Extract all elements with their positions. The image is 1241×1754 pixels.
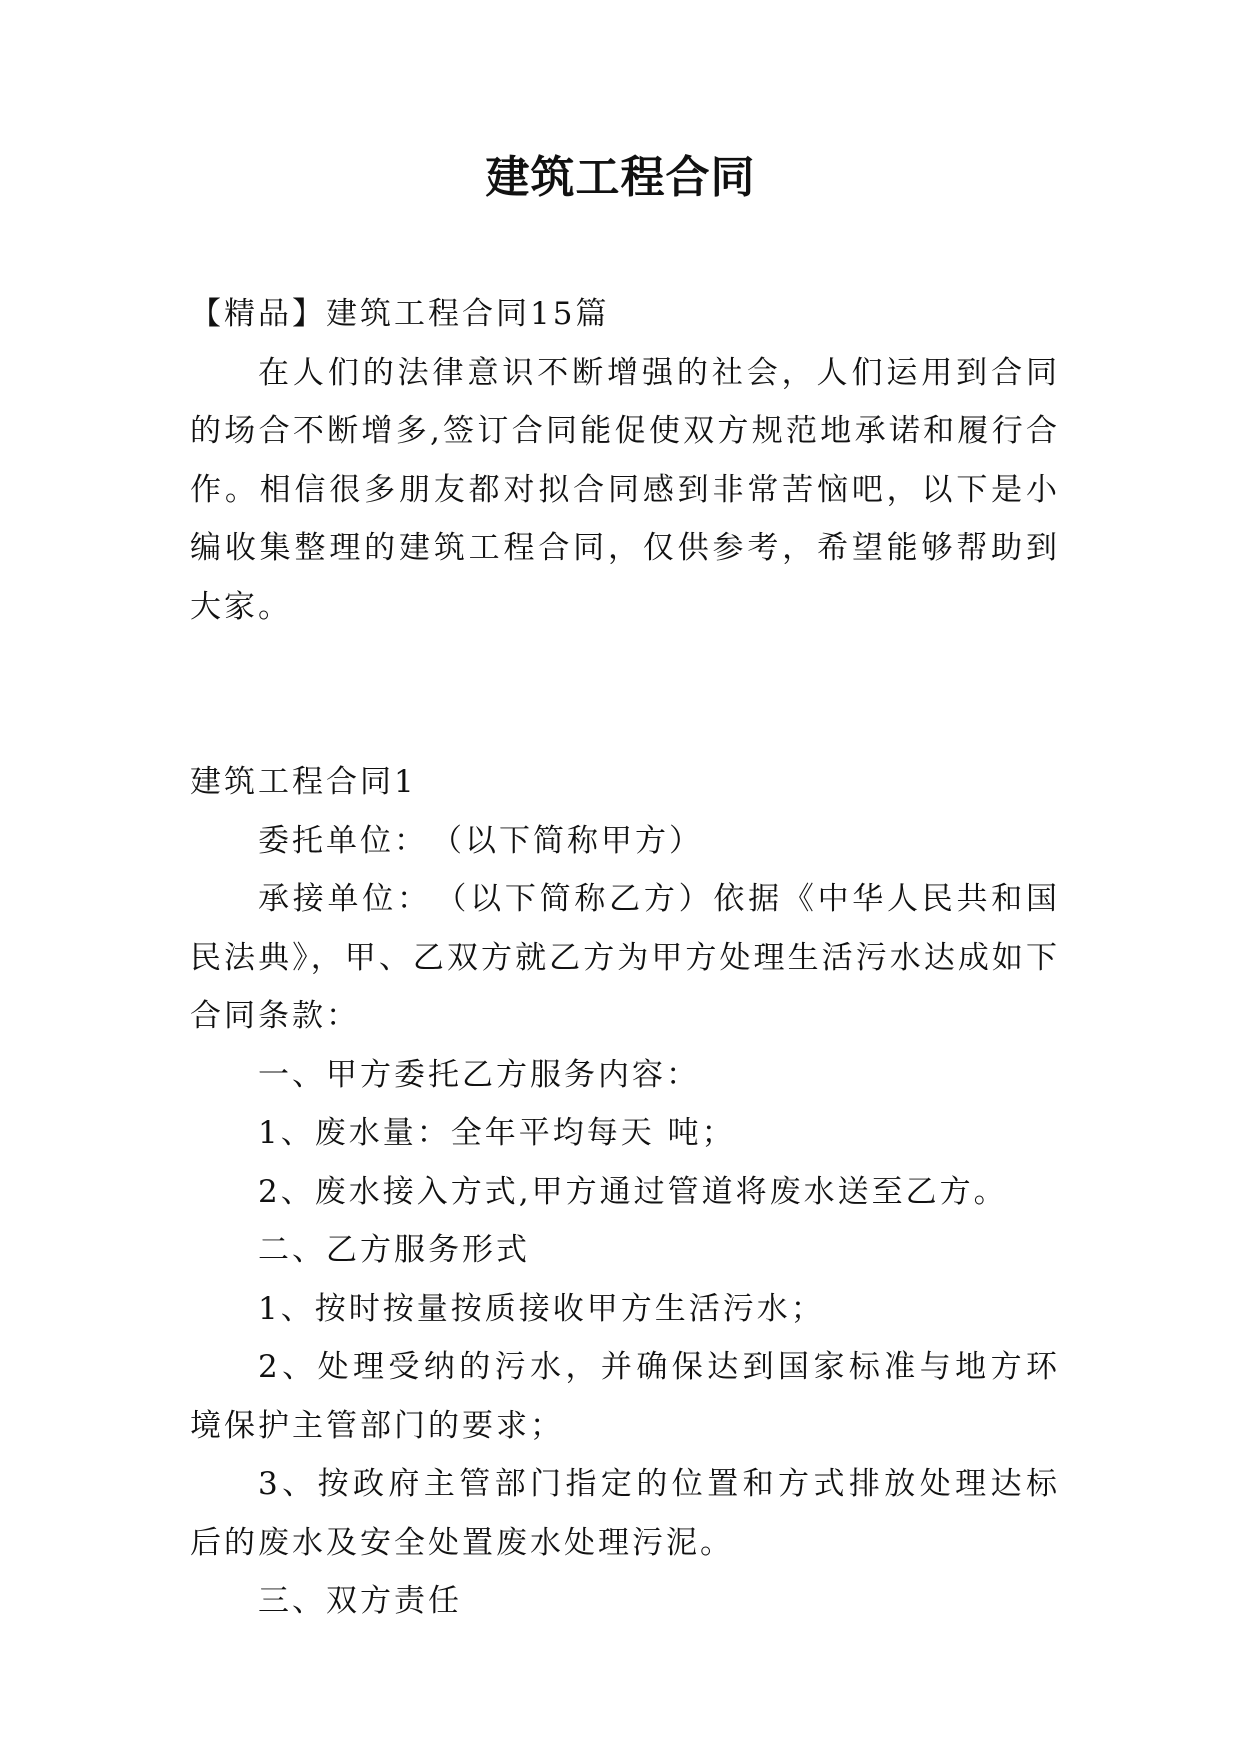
clause-heading-2: 二、乙方服务形式	[258, 1232, 530, 1268]
document-subtitle: 【精品】建筑工程合同15篇	[190, 296, 610, 332]
clause-item: 1、废水量：全年平均每天 吨；	[258, 1115, 736, 1151]
clause-item: 1、按时按量按质接收甲方生活污水；	[258, 1290, 825, 1327]
clause-item: 2、处理受纳的污水，并确保达到国家标准与地方环境保护主管部门的要求；	[190, 1349, 1060, 1444]
intro-paragraph: 在人们的法律意识不断增强的社会，人们运用到合同的场合不断增多,签订合同能促使双方规范地承诺和履行合作。相信很多朋友都对拟合同感到非常苦恼吧，以下是小编收集整理的建筑工程合同，仅供参考，希望能够帮助到大家。	[190, 354, 1060, 625]
section-heading: 建筑工程合同1	[190, 764, 417, 800]
clause-item: 3、按政府主管部门指定的位置和方式排放处理达标后的废水及安全处置废水处理污泥。	[190, 1466, 1060, 1561]
clause-heading-3: 三、双方责任	[258, 1583, 462, 1619]
paragraph-client: 委托单位： （以下简称甲方）	[258, 822, 703, 859]
document-title: 建筑工程合同	[485, 152, 756, 203]
paragraph-contractor: 承接单位： （以下简称乙方）依据《中华人民共和国民法典》，甲、乙双方就乙方为甲方处理生活污水达成如下合同条款：	[190, 881, 1060, 1034]
section-spacer	[190, 636, 1060, 753]
document-body	[190, 285, 1060, 1631]
clause-heading-1: 一、甲方委托乙方服务内容：	[258, 1056, 700, 1093]
clause-item: 2、废水接入方式,甲方通过管道将废水送至乙方。	[258, 1173, 1008, 1210]
